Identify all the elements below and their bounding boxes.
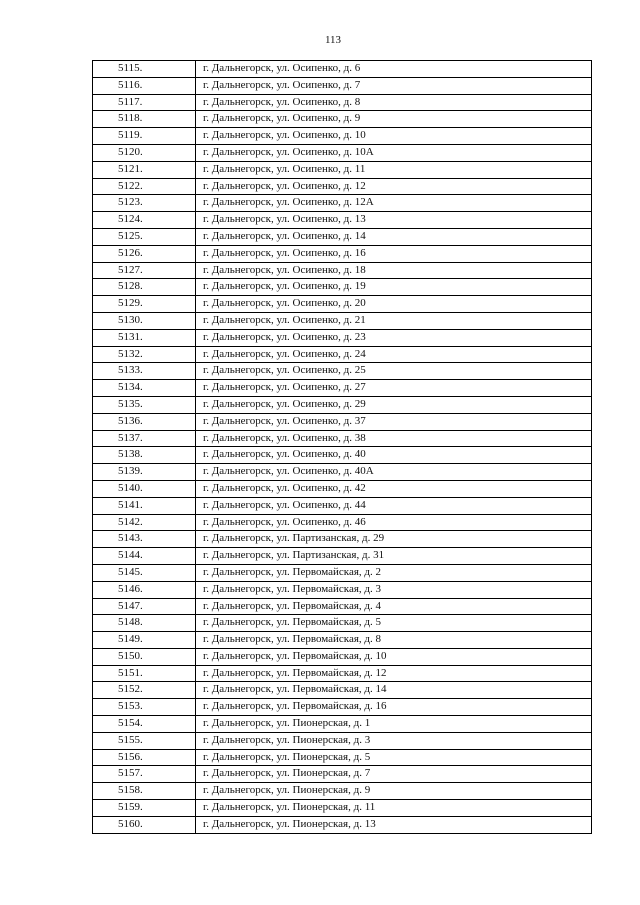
table-row [93,682,591,699]
table-row [93,817,591,834]
table-row [93,548,591,565]
row-number: 5132. [93,347,196,363]
row-number: 5145. [93,565,196,581]
row-address: г. Дальнегорск, ул. Первомайская, д. 5 [203,616,381,629]
table-row [93,498,591,515]
row-address: г. Дальнегорск, ул. Осипенко, д. 10 [203,129,366,142]
row-number: 5138. [93,447,196,463]
row-address: г. Дальнегорск, ул. Осипенко, д. 9 [203,112,361,125]
row-address: г. Дальнегорск, ул. Осипенко, д. 19 [203,280,366,293]
row-number: 5148. [93,615,196,631]
table-row [93,246,591,263]
table-row [93,414,591,431]
row-number: 5146. [93,582,196,598]
table-row [93,800,591,817]
row-number: 5160. [93,817,196,833]
table-row [93,128,591,145]
table-row [93,464,591,481]
row-number: 5120. [93,145,196,161]
table-row [93,296,591,313]
row-number: 5116. [93,78,196,94]
row-number: 5127. [93,263,196,279]
row-address: г. Дальнегорск, ул. Осипенко, д. 13 [203,213,366,226]
row-number: 5129. [93,296,196,312]
row-address: г. Дальнегорск, ул. Осипенко, д. 18 [203,263,366,276]
row-address: г. Дальнегорск, ул. Первомайская, д. 14 [203,683,387,696]
row-address: г. Дальнегорск, ул. Пионерская, д. 13 [203,817,376,830]
table-row [93,397,591,414]
table-row [93,733,591,750]
row-address: г. Дальнегорск, ул. Первомайская, д. 3 [203,582,381,595]
table-row [93,111,591,128]
row-number: 5157. [93,766,196,782]
row-number: 5142. [93,515,196,531]
row-address: г. Дальнегорск, ул. Осипенко, д. 21 [203,313,366,326]
table-row [93,666,591,683]
row-number: 5133. [93,363,196,379]
row-address: г. Дальнегорск, ул. Осипенко, д. 38 [203,431,366,444]
row-address: г. Дальнегорск, ул. Пионерская, д. 3 [203,733,371,746]
row-address: г. Дальнегорск, ул. Осипенко, д. 40А [203,465,374,478]
row-address: г. Дальнегорск, ул. Осипенко, д. 20 [203,297,366,310]
row-address: г. Дальнегорск, ул. Пионерская, д. 9 [203,784,371,797]
table-row [93,615,591,632]
row-address: г. Дальнегорск, ул. Партизанская, д. 31 [203,549,385,562]
row-address: г. Дальнегорск, ул. Осипенко, д. 37 [203,414,366,427]
table-row [93,380,591,397]
table-row [93,431,591,448]
row-number: 5140. [93,481,196,497]
row-number: 5128. [93,279,196,295]
table-row [93,699,591,716]
row-address: г. Дальнегорск, ул. Осипенко, д. 29 [203,397,366,410]
table-row [93,766,591,783]
row-number: 5156. [93,750,196,766]
row-number: 5118. [93,111,196,127]
row-address: г. Дальнегорск, ул. Осипенко, д. 44 [203,498,366,511]
row-address: г. Дальнегорск, ул. Осипенко, д. 11 [203,162,366,175]
row-address: г. Дальнегорск, ул. Осипенко, д. 10А [203,145,374,158]
table-row [93,447,591,464]
table-row [93,531,591,548]
row-number: 5150. [93,649,196,665]
row-address: г. Дальнегорск, ул. Пионерская, д. 1 [203,717,371,730]
row-address: г. Дальнегорск, ул. Осипенко, д. 40 [203,448,366,461]
table-row [93,565,591,582]
row-address: г. Дальнегорск, ул. Партизанская, д. 29 [203,532,385,545]
table-row [93,481,591,498]
row-number: 5135. [93,397,196,413]
row-number: 5159. [93,800,196,816]
row-number: 5123. [93,195,196,211]
row-number: 5131. [93,330,196,346]
row-number: 5154. [93,716,196,732]
table-row [93,313,591,330]
row-address: г. Дальнегорск, ул. Осипенко, д. 24 [203,347,366,360]
row-number: 5141. [93,498,196,514]
table-row [93,716,591,733]
row-address: г. Дальнегорск, ул. Осипенко, д. 7 [203,78,361,91]
table-row [93,750,591,767]
table-row [93,632,591,649]
row-number: 5143. [93,531,196,547]
row-address: г. Дальнегорск, ул. Осипенко, д. 12А [203,196,374,209]
table-row [93,179,591,196]
row-number: 5125. [93,229,196,245]
row-address: г. Дальнегорск, ул. Первомайская, д. 4 [203,599,381,612]
row-address: г. Дальнегорск, ул. Первомайская, д. 12 [203,666,387,679]
row-number: 5137. [93,431,196,447]
table-row [93,195,591,212]
table-row [93,783,591,800]
row-number: 5153. [93,699,196,715]
row-address: г. Дальнегорск, ул. Осипенко, д. 46 [203,515,366,528]
row-number: 5144. [93,548,196,564]
row-address: г. Дальнегорск, ул. Осипенко, д. 12 [203,179,366,192]
table-row [93,95,591,112]
row-number: 5155. [93,733,196,749]
row-address: г. Дальнегорск, ул. Осипенко, д. 25 [203,364,366,377]
row-number: 5121. [93,162,196,178]
row-number: 5151. [93,666,196,682]
row-number: 5136. [93,414,196,430]
row-number: 5139. [93,464,196,480]
row-address: г. Дальнегорск, ул. Пионерская, д. 11 [203,801,376,814]
table-row [93,212,591,229]
row-number: 5124. [93,212,196,228]
row-address: г. Дальнегорск, ул. Осипенко, д. 14 [203,229,366,242]
row-number: 5147. [93,599,196,615]
table-row [93,145,591,162]
table-row [93,599,591,616]
row-address: г. Дальнегорск, ул. Осипенко, д. 16 [203,246,366,259]
page-number: 113 [324,34,342,46]
row-address: г. Дальнегорск, ул. Осипенко, д. 6 [203,62,361,74]
table-row [93,229,591,246]
table-row [93,263,591,280]
table-row [93,279,591,296]
address-table [92,60,592,834]
row-address: г. Дальнегорск, ул. Осипенко, д. 8 [203,95,361,108]
table-row [93,649,591,666]
row-number: 5149. [93,632,196,648]
row-number: 5122. [93,179,196,195]
table-row [93,515,591,532]
row-number: 5117. [93,95,196,111]
row-address: г. Дальнегорск, ул. Осипенко, д. 42 [203,481,366,494]
table-row [93,78,591,95]
table-row [93,61,591,78]
row-number: 5152. [93,682,196,698]
row-number: 5130. [93,313,196,329]
row-address: г. Дальнегорск, ул. Первомайская, д. 2 [203,565,381,578]
table-row [93,162,591,179]
row-address: г. Дальнегорск, ул. Первомайская, д. 8 [203,633,381,646]
row-number: 5158. [93,783,196,799]
row-address: г. Дальнегорск, ул. Осипенко, д. 27 [203,381,366,394]
table-row [93,582,591,599]
table-row [93,347,591,364]
row-address: г. Дальнегорск, ул. Осипенко, д. 23 [203,330,366,343]
table-row [93,330,591,347]
row-address: г. Дальнегорск, ул. Первомайская, д. 10 [203,649,387,662]
row-address: г. Дальнегорск, ул. Пионерская, д. 7 [203,767,371,780]
row-number: 5119. [93,128,196,144]
table-row [93,363,591,380]
row-number: 5115. [93,61,196,77]
row-address: г. Дальнегорск, ул. Первомайская, д. 16 [203,700,387,713]
row-number: 5134. [93,380,196,396]
row-address: г. Дальнегорск, ул. Пионерская, д. 5 [203,750,371,763]
row-number: 5126. [93,246,196,262]
